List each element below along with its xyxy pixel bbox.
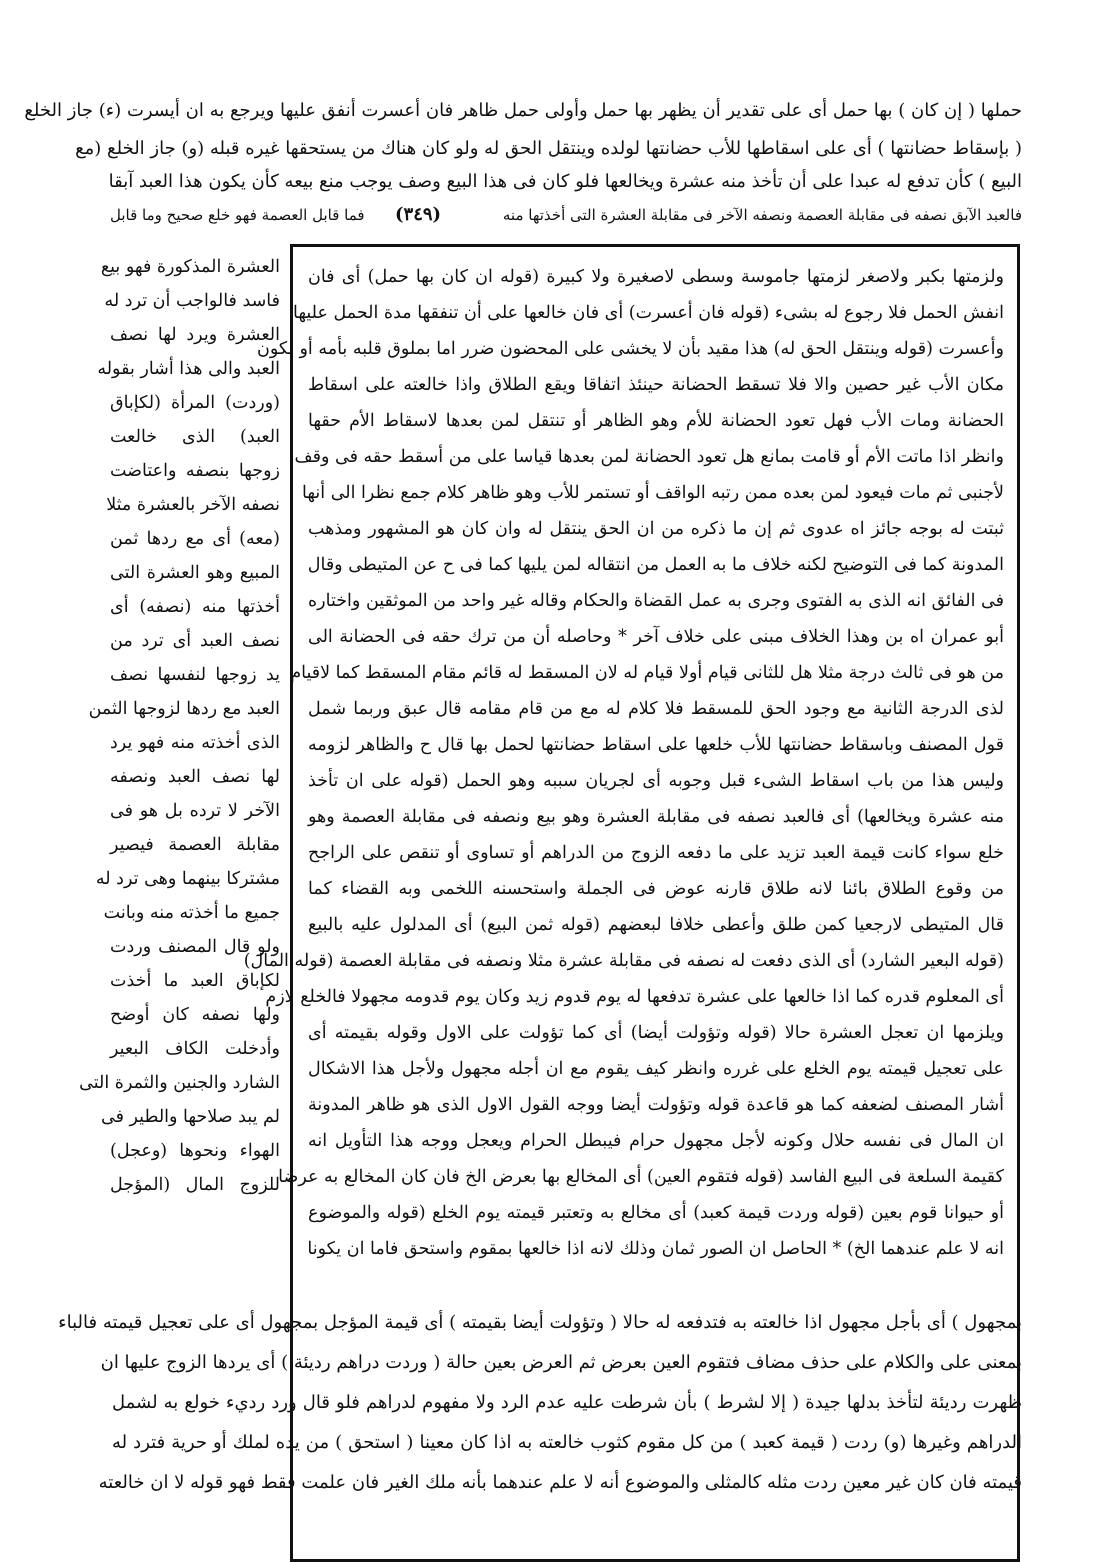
main-text-line: فاسد فالواجب أن ترد له (104, 291, 280, 311)
commentary-line: كقيمة السلعة فى البيع الفاسد (قوله فتقوم العين) أى المخالع بها بعرض الخ فان كان المخالع به عرضا (278, 1167, 1004, 1187)
commentary-line: أبو عمران اه بن وهذا الخلاف مبنى على خلاف آخر * وحاصله أن من ترك حقه فى الحضانة الى (308, 627, 1004, 647)
commentary-line: مكان الأب غير حصين والا فلا تسقط الحضانة حينئذ اتفاقا ويقع الطلاق واذا خالعته على اسقاط (308, 375, 1004, 395)
text-line: بمعنى على والكلام على حذف مضاف فتقوم العين بعرض ثم العرض بعين حالة ( وردت دراهم رديئة ) أى يردها الزوج عليها ان (100, 1352, 1022, 1373)
main-text-line: الشارد والجنين والثمرة التى (79, 1073, 280, 1093)
main-text-line: ولو قال المصنف وردت (110, 937, 280, 957)
main-text-line: المبيع وهو العشرة التى (110, 563, 280, 583)
commentary-line: فى الفائق انه الذى به الفتوى وجرى به عمل القضاة والحكام وقاله غير واحد من الموثقين واختاره (308, 591, 1004, 611)
main-text-line: الذى أخذته منه فهو يرد (110, 733, 280, 753)
commentary-line: الحضانة ومات الأب فهل تعود الحضانة للأم وهو الظاهر أو تنتقل لمن بعدها لاسقاط الأم حقها (308, 411, 1004, 431)
commentary-line: ان المال فى نفسه حلال وكونه لأجل مجهول حرام فيبطل الحرام ويعجل ووجه هذا التأويل انه (308, 1131, 1004, 1151)
commentary-line: وليس هذا من باب اسقاط الشىء قبل وجوبه أى لجريان سببه وهو الحمل (قوله على ان تأخذ (308, 771, 1004, 791)
main-text-line: (وردت) المرأة (لكإباق (110, 393, 280, 413)
commentary-line: لأجنبى ثم مات فيعود لمن بعده ممن رتبه الواقف أو تستمر للأب وهو ظاهر كلام جمع نظرا الى أنها (302, 483, 1004, 503)
main-text-line: لها نصف العبد ونصفه (110, 767, 280, 787)
running-header-continuation: فما قابل العصمة فهو خلع صحيح وما قابل (110, 206, 365, 224)
main-text-line: يد زوجها لنفسها نصف (110, 665, 280, 685)
running-header (110, 200, 1022, 230)
commentary-line: وانظر اذا ماتت الأم أو قامت بمانع هل تعود الحضانة لمن بعدها قياسا على من أسقط حقه فى وقف (294, 447, 1004, 467)
text-line: حملها ( إن كان ) بها حمل أى على تقدير أن يظهر بها حمل وأولى حمل ظاهر فان أعسرت أنفق عليها ويرجع به ان أيسرت (ء) جاز الخلع (24, 100, 1022, 121)
commentary-line: (قوله البعير الشارد) أى الذى دفعت له نصفه فى مقابلة عشرة مثلا ونصفه فى مقابلة العصمة (قوله المال) (243, 951, 1004, 971)
main-text-line: ولها نصفه كان أوضح (110, 1005, 280, 1025)
main-text-line: العبد) الذى خالعت (110, 427, 280, 447)
commentary-line: أى المعلوم قدره كما اذا خالعها على عشرة تدفعها له يوم قدوم زيد وكان يوم قدومه مجهولا فالخلع لازم (265, 987, 1004, 1007)
main-text-line: العشرة المذكورة فهو بيع (100, 257, 280, 277)
commentary-line: منه عشرة ويخالعها) أى فالعبد نصفه فى مقابلة العشرة وهو بيع ونصفه فى مقابلة العصمة وهو (308, 807, 1004, 827)
main-text-line: لكإباق العبد ما أخذت (110, 971, 280, 991)
text-line: الدراهم وغيرها (و) ردت ( قيمة كعبد ) من كل مقوم كثوب خالعته به اذا كان معينا ( استحق ) من يده لملك أو حرية فترد له (112, 1432, 1022, 1453)
commentary-line: أشار المصنف لضعفه كما هو قاعدة قوله وتؤولت أيضا ووجه القول الاول الذى هو ظاهر المدونة (308, 1095, 1004, 1115)
commentary-line: المدونة كما فى التوضيح لكنه خلاف ما به العمل من انتقاله لمن يليها كما فى ح عن المتيطى وقال (307, 555, 1004, 575)
main-text-line: وأدخلت الكاف البعير (110, 1039, 280, 1059)
main-text-line: مقابلة العصمة فيصير (110, 835, 280, 855)
main-text-line: الهواء ونحوها (وعجل) (110, 1141, 280, 1161)
main-text-line: للزوج المال (المؤجل (110, 1175, 280, 1195)
commentary-line: ولزمتها بكبر ولاصغر لزمتها جاموسة وسطى لاصغيرة ولا كبيرة (قوله ان كان بها حمل) أى فان (308, 267, 1004, 287)
commentary-line: من هو فى ثالث درجة مثلا هل للثانى قيام أولا قيام له لان المسقط له قائم مقام المسقط كما لاقيام (290, 663, 1004, 683)
main-text-line: لم يبد صلاحها والطير فى (101, 1107, 280, 1127)
main-text-line: مشتركا بينهما وهى ترد له (95, 869, 280, 889)
commentary-line: انفش الحمل فلا رجوع له بشىء (قوله فان أعسرت) أى فان خالعها على أن تنفقها مدة الحمل عليها (293, 303, 1004, 323)
main-text-line: العبد مع ردها لزوجها الثمن (88, 699, 280, 719)
commentary-line: من وقوع الطلاق بائنا لانه طلاق قارنه عوض فى الجملة واستحسنه اللخمى وبه القضاء كما (308, 879, 1004, 899)
main-text-line: جميع ما أخذته منه وبانت (103, 903, 280, 923)
text-line: قيمته فان كان غير معين ردت مثله كالمثلى والموضوع أنه لا علم عندهما بأنه ملك الغير فان علمت فقط فهو قوله لا ان خالعته (98, 1472, 1022, 1493)
main-text-line: أخذتها منه (نصفه) أى (110, 597, 280, 617)
main-text-line: العبد والى هذا أشار بقوله (97, 359, 280, 379)
text-line: البيع ) كأن تدفع له عبدا على أن تأخذ منه عشرة ويخالعها فلو كان فى هذا البيع وصف يوجب منع بيعه كأن يكون هذا العبد آبقا (108, 171, 1022, 192)
commentary-line: على تعجيل قيمته يوم الخلع على غرره وانظر كيف يقوم مع ان أجله مجهول ولأجل هذا الاشكال (308, 1059, 1004, 1079)
commentary-line: ثبتت له بوجه جائز اه عدوى ثم إن ما ذكره من ان الحق ينتقل له وان كان هو المشهور ومذهب (308, 519, 1004, 539)
text-line: ظهرت رديئة لتأخذ بدلها جيدة ( إلا لشرط ) بأن شرطت عليه عدم الرد ولا مفهوم لدراهم فلو قال ورد رديء خولع به لشمل (112, 1392, 1022, 1413)
main-text-line: (معه) أى مع ردها ثمن (110, 529, 280, 549)
commentary-line: أو حيوانا قوم بعين (قوله وردت قيمة كعبد) أى مخالع به وتعتبر قيمته يوم الخلع (قوله والموضوع (308, 1203, 1004, 1223)
commentary-line: خلع سواء كانت قيمة العبد تزيد على ما دفعه الزوج من الدراهم أو تساوى أو تنقص على الراجح (308, 843, 1004, 863)
commentary-line: قول المصنف وباسقاط حضانتها للأب خلعها على اسقاط حضانتها لحمل بها قال ح والظاهر لزومه (308, 735, 1004, 755)
text-line: ( بإسقاط حضانتها ) أى على اسقاطها للأب حضانتها لولده وينتقل الحق له ولو كان هناك من يستحقها غيره قبله (و) جاز الخلع (مع (75, 138, 1022, 159)
main-text-line: زوجها بنصفه واعتاضت (110, 461, 280, 481)
main-text-line: نصف العبد أى ترد من (110, 631, 280, 651)
main-text-line: نصفه الآخر بالعشرة مثلا (106, 495, 280, 515)
commentary-line: ويلزمها ان تعجل العشرة حالا (قوله وتؤولت أيضا) أى كما تؤولت على الاول وقوله بقيمته أى (308, 1023, 1004, 1043)
text-line: بمجهول ) أى بأجل مجهول اذا خالعته به فتدفعه له حالا ( وتؤولت أيضا بقيمته ) أى قيمة المؤجل بمجهول أى على تعجيل قيمته فالباء (58, 1312, 1022, 1333)
main-text-line: الآخر لا ترده بل هو فى (110, 801, 280, 821)
page-number: (٣٤٩) (395, 204, 442, 225)
main-text-line: العشرة ويرد لها نصف (110, 325, 280, 345)
commentary-line: قال المتيطى لارجعيا كمن طلق وأعطى خلافا لبعضهم (قوله ثمن البيع) أى المدلول عليه بالبيع (308, 915, 1004, 935)
running-header-text: فالعبد الآبق نصفه فى مقابلة العصمة ونصفه الآخر فى مقابلة العشرة التى أخذتها منه (502, 206, 1022, 224)
commentary-line: وأعسرت (قوله وينتقل الحق له) هذا مقيد بأن لا يخشى على المحضون ضرر اما بملوق قلبه بأمه أو لكون (257, 339, 1004, 359)
commentary-line: لذى الدرجة الثانية مع وجود الحق للمسقط فلا كلام له مع من قام مقامه قال عبق وربما شمل (308, 699, 1004, 719)
commentary-line: انه لا علم عندهما الخ) * الحاصل ان الصور ثمان وذلك لانه اذا خالعها بمقوم واستحق فاما ان يكونا (307, 1239, 1004, 1259)
